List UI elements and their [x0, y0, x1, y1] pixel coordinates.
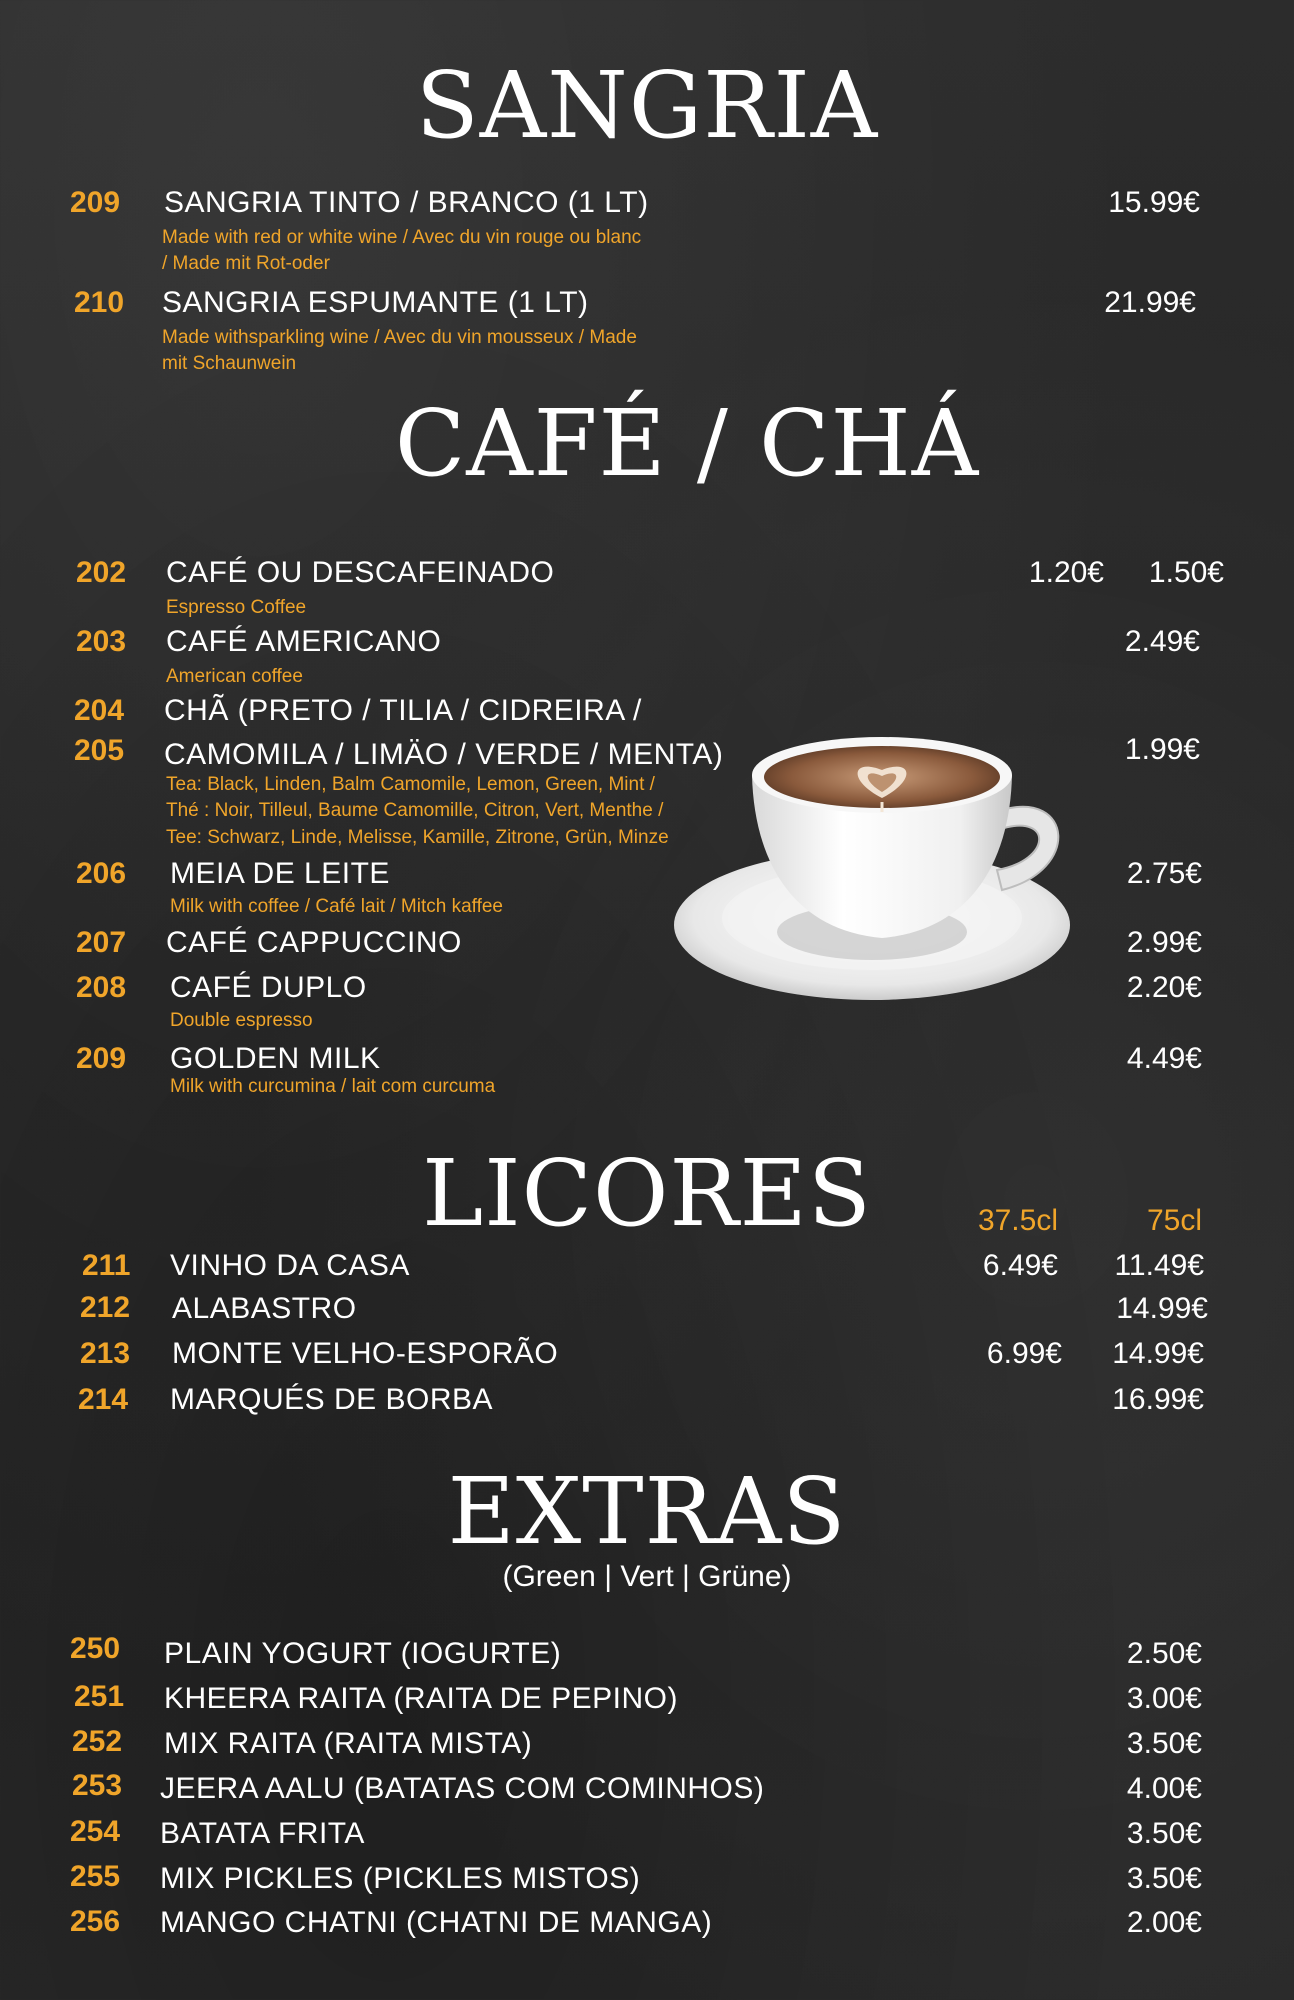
item-name: CAMOMILA / LIMÄO / VERDE / MENTA): [164, 738, 724, 771]
item-number: 207: [76, 926, 127, 959]
item-name: MIX RAITA (RAITA MISTA): [164, 1727, 533, 1760]
item-name: MIX PICKLES (PICKLES MISTOS): [160, 1862, 641, 1895]
item-number: 255: [70, 1860, 121, 1893]
section-title-cafe: CAFÉ / CHÁ: [394, 390, 980, 497]
section-title-licores: LICORES: [422, 1140, 872, 1247]
section-subtitle: (Green | Vert | Grüne): [502, 1560, 792, 1593]
item-name: JEERA AALU (BATATAS COM COMINHOS): [160, 1772, 765, 1805]
item-name: MANGO CHATNI (CHATNI DE MANGA): [160, 1906, 713, 1939]
section-title-extras: EXTRAS: [447, 1458, 847, 1565]
item-name: PLAIN YOGURT (IOGURTE): [164, 1637, 562, 1670]
item-number: 214: [78, 1383, 129, 1416]
item-number: 208: [76, 971, 127, 1004]
item-name: MONTE VELHO-ESPORÃO: [172, 1337, 559, 1370]
item-description: Tee: Schwarz, Linde, Melisse, Kamille, Zitrone, Grün, Minze: [166, 827, 669, 848]
item-name: SANGRIA TINTO / BRANCO (1 LT): [164, 186, 649, 219]
item-name: VINHO DA CASA: [170, 1249, 410, 1282]
item-price-37cl: 6.99€: [986, 1337, 1062, 1370]
item-number: 202: [76, 556, 127, 589]
item-name: MEIA DE LEITE: [170, 857, 390, 890]
item-description: Made withsparkling wine / Avec du vin mousseux / Made: [162, 327, 637, 348]
item-description: mit Schaunwein: [162, 353, 297, 374]
section-title-sangria: SANGRIA: [415, 52, 879, 159]
item-price: 1.50€: [1148, 556, 1224, 589]
item-description: American coffee: [166, 666, 303, 687]
item-price-75cl: 11.49€: [1114, 1249, 1204, 1282]
item-price: 4.00€: [1126, 1772, 1202, 1805]
item-description: Made with red or white wine / Avec du vin rouge ou blanc: [162, 227, 642, 248]
item-price: 1.99€: [1124, 733, 1200, 766]
item-price: 2.99€: [1126, 926, 1202, 959]
item-name: CAFÉ DUPLO: [170, 971, 367, 1004]
item-description: Thé : Noir, Tilleul, Baume Camomille, Citron, Vert, Menthe /: [166, 800, 664, 821]
item-name: CAFÉ AMERICANO: [166, 625, 442, 658]
item-price: 4.49€: [1126, 1042, 1202, 1075]
item-description: Tea: Black, Linden, Balm Camomile, Lemon, Green, Mint /: [166, 774, 655, 795]
item-price-75cl: 14.99€: [1112, 1337, 1204, 1370]
item-number: 210: [74, 286, 125, 319]
item-number: 212: [80, 1291, 131, 1324]
item-number: 203: [76, 625, 127, 658]
item-price-75cl: 16.99€: [1112, 1383, 1204, 1416]
item-price-37cl: 6.49€: [982, 1249, 1058, 1282]
item-name: CHÃ (PRETO / TILIA / CIDREIRA /: [164, 694, 642, 727]
item-price: 15.99€: [1108, 186, 1200, 219]
item-number: 204: [74, 694, 125, 727]
item-price: 2.20€: [1126, 971, 1202, 1004]
item-number: 254: [70, 1815, 121, 1848]
item-number: 209: [76, 1042, 127, 1075]
item-price: 2.75€: [1126, 857, 1202, 890]
item-description: / Made mit Rot-oder: [162, 253, 330, 274]
item-name: SANGRIA ESPUMANTE (1 LT): [162, 286, 589, 319]
item-price: 2.50€: [1126, 1637, 1202, 1670]
item-name: CAFÉ OU DESCAFEINADO: [166, 556, 555, 589]
coffee-cup-icon: [672, 720, 1092, 1010]
item-description: Milk with coffee / Café lait / Mitch kaffee: [170, 896, 503, 917]
item-price: 3.00€: [1126, 1682, 1202, 1715]
item-price-75cl: 14.99€: [1116, 1292, 1208, 1325]
item-number: 250: [70, 1632, 121, 1665]
item-price: 3.50€: [1126, 1862, 1202, 1895]
item-number: 256: [70, 1905, 121, 1938]
item-number: 251: [74, 1680, 125, 1713]
item-price: 2.00€: [1126, 1906, 1202, 1939]
item-name: KHEERA RAITA (RAITA DE PEPINO): [164, 1682, 678, 1715]
column-header-75cl: 75cl: [1146, 1204, 1202, 1237]
item-name: GOLDEN MILK: [170, 1042, 381, 1075]
item-name: MARQUÉS DE BORBA: [170, 1383, 494, 1416]
item-number: 253: [72, 1769, 123, 1802]
item-name: BATATA FRITA: [160, 1817, 365, 1850]
item-price: 3.50€: [1126, 1727, 1202, 1760]
item-name: ALABASTRO: [172, 1292, 357, 1325]
item-number: 205: [74, 734, 125, 767]
item-number: 209: [70, 186, 121, 219]
item-description: Espresso Coffee: [166, 597, 307, 618]
item-number: 252: [72, 1725, 123, 1758]
item-description: Double espresso: [170, 1010, 313, 1031]
item-number: 211: [82, 1249, 131, 1282]
item-description: Milk with curcumina / lait com curcuma: [170, 1076, 496, 1097]
item-number: 213: [80, 1337, 131, 1370]
item-name: CAFÉ CAPPUCCINO: [166, 926, 462, 959]
item-price: 2.49€: [1124, 625, 1200, 658]
item-price: 1.20€: [1028, 556, 1104, 589]
item-price: 3.50€: [1126, 1817, 1202, 1850]
column-header-37cl: 37.5cl: [977, 1204, 1058, 1237]
item-number: 206: [76, 857, 127, 890]
item-price: 21.99€: [1104, 286, 1196, 319]
